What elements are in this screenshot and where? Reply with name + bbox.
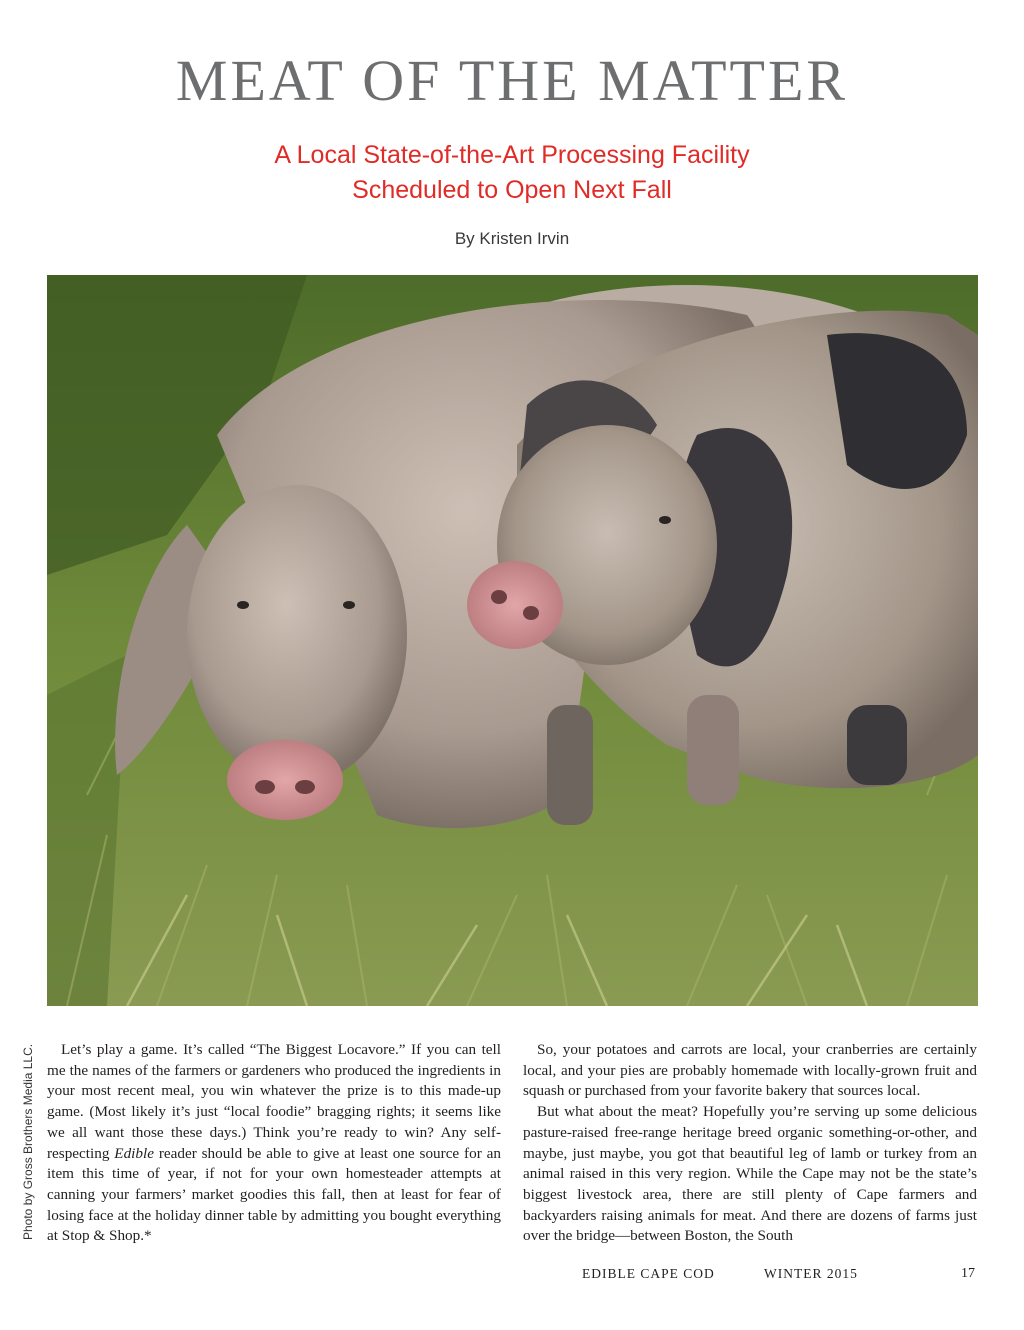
subtitle-line-1: A Local State-of-the-Art Processing Facility [274,141,750,169]
body-column-left [47,1040,501,1247]
footer-publication: EDIBLE CAPE COD [582,1266,715,1281]
paragraph: So, your potatoes and carrots are local, your cranberries are certainly local, and your pies are probably homemade with locally-grown fruit and squash or purchased from your favorite bakery that sources local. [523,1041,977,1100]
paragraph-text: Let’s play a game. It’s called “The Biggest Locavore.” If you can tell me the names of the farmers or gardeners who produced the ingredients in your most recent meal, you win whatever the prize is to this made-up game. (Most likely it’s just “local foodie” bragging rights; it seems like we all want those these days.) Think you’re ready to win? Any self-respecting [47,1041,501,1162]
article-title: MEAT OF THE MATTER [175,48,849,113]
article-subtitle [0,138,1024,208]
paragraph [47,1040,501,1247]
subtitle-line-2: Scheduled to Open Next Fall [352,176,672,204]
paragraph-text: reader should be able to give at least one source for an item this time of year, if not for your own homesteader attempts at canning your farmers’ market goodies this fall, then at least for fear of losing face at the holiday dinner table by admitting you bought everything at Stop & Shop.* [47,1144,501,1245]
pigs-photo [47,275,978,1006]
publication-name-italic: Edible [114,1144,154,1162]
photo-credit: Photo by Gross Brothers Media LLC. [21,1043,35,1240]
footer-issue: WINTER 2015 [764,1266,858,1281]
paragraph: But what about the meat? Hopefully you’re serving up some delicious pasture-raised free-range heritage breed organic something-or-other, and maybe, just maybe, you got that beautiful leg of lamb or turkey from an animal raised in this very region. While the Cape may not be the state’s biggest livestock area, there are still plenty of Cape farmers and backyarders raising animals for meat. And there are dozens of farms just over the bridge—between Boston, the South [523,1103,977,1245]
body-column-right [523,1040,977,1247]
byline: By Kristen Irvin [454,229,570,248]
pigs-illustration [47,275,978,1006]
page-number: 17 [961,1266,975,1281]
